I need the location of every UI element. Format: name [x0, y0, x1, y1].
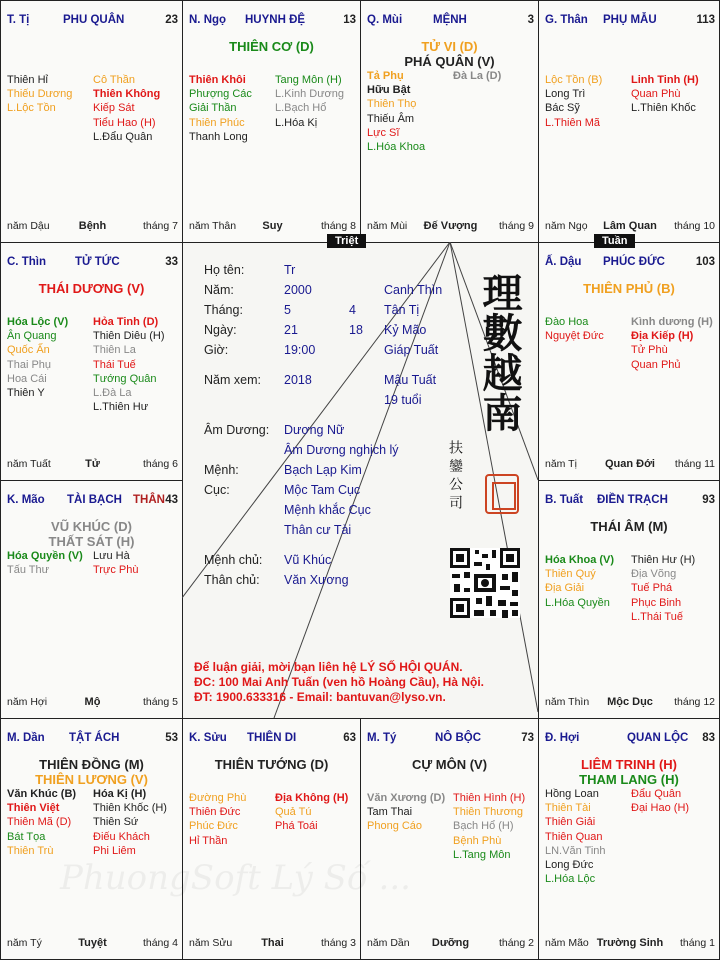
contact-line-3[interactable]: ĐT: 1900.633316 - Email: bantuvan@lyso.vn. — [194, 690, 446, 704]
minor-star: Cô Thần — [93, 74, 135, 86]
month-label: tháng 7 — [142, 220, 178, 232]
year-label: năm Sửu — [189, 937, 233, 949]
cuc-note-1: Mệnh khắc Cục — [284, 503, 371, 517]
minor-star: Hỉ Thần — [189, 834, 228, 847]
right-star-column — [93, 315, 165, 414]
contact-line-2: ĐC: 100 Mai Anh Tuấn (ven hồ Hoàng Cầu), Hà Nội. — [194, 675, 485, 689]
minor-star: Tấu Thư — [7, 564, 50, 577]
minor-star: Thiên La — [93, 344, 136, 357]
month-label: tháng 4 — [142, 937, 178, 949]
month-label: tháng 9 — [498, 220, 534, 232]
minor-star: Tiểu Hao (H) — [93, 116, 156, 129]
life-stage: Tuyệt — [78, 937, 107, 949]
tuan-tag: Tuần — [594, 234, 635, 248]
palace-name: THIÊN DI — [247, 732, 297, 744]
month-label: tháng 3 — [320, 937, 356, 949]
day-value: 21 — [284, 323, 298, 337]
palace-age: 73 — [521, 732, 534, 744]
menh-value: Bạch Lạp Kim — [284, 463, 362, 477]
palace-branch: B. Tuất — [545, 494, 584, 506]
minor-star: Thai Phụ — [7, 358, 52, 371]
palace-footer — [545, 220, 715, 234]
minor-star: Hữu Bật — [367, 84, 411, 97]
year-label: năm Ngọ — [545, 220, 588, 232]
month-label: tháng 12 — [674, 696, 715, 708]
palace-footer — [545, 458, 715, 472]
life-stage: Lâm Quan — [603, 220, 657, 232]
palace-dan — [0, 718, 183, 960]
palace-header — [545, 14, 715, 30]
minor-star: L.Thiên Hư — [93, 401, 149, 414]
menh-label: Mệnh: — [204, 463, 239, 477]
right-star-column — [453, 69, 501, 83]
minor-star: Phúc Đức — [189, 820, 238, 833]
minor-star: Long Đức — [545, 859, 594, 872]
minor-star: Thiên Mã (D) — [7, 816, 72, 829]
year-label: năm Dậu — [7, 220, 50, 232]
contact-line-1: Để luận giải, mời bạn liên hệ LÝ SỐ HỘI QUÁN. — [194, 660, 463, 674]
logo-subtext: 扶 鑾 公 司 — [447, 440, 463, 510]
minor-star: L.Thái Tuế — [631, 610, 683, 623]
than-marker: THÂN — [133, 494, 165, 506]
minor-star: Nguyệt Đức — [545, 330, 604, 343]
palace-header — [189, 14, 356, 30]
view-year-label: Năm xem: — [204, 373, 261, 387]
major-star: THIÊN ĐỒNG (M) — [39, 757, 144, 772]
watermark: PhuongSoft Lý Số ... — [60, 858, 411, 898]
cuc-label: Cục: — [204, 483, 230, 497]
palace-name: NÔ BỘC — [435, 732, 481, 744]
left-star-column — [7, 549, 83, 577]
day-lunar: 18 — [349, 323, 363, 337]
qr-code-icon[interactable] — [450, 548, 520, 618]
right-star-column — [93, 549, 138, 577]
minor-star: Đẩu Quân — [631, 788, 682, 800]
right-star-column — [93, 73, 160, 144]
year-canchi: Canh Thìn — [384, 283, 443, 297]
palace-footer — [7, 458, 178, 472]
minor-star: Thiếu Âm — [367, 112, 415, 125]
left-star-column — [367, 791, 445, 834]
minor-star: Phượng Các — [189, 88, 252, 101]
minor-star: Linh Tinh (H) — [631, 74, 699, 86]
minor-star: Hóa Quyền (V) — [7, 550, 83, 562]
minor-star: Lộc Tồn (B) — [545, 74, 603, 86]
palace-age: 13 — [343, 14, 356, 26]
minor-star: Quan Phù — [631, 88, 681, 101]
minor-star: Kiếp Sát — [93, 102, 135, 115]
name-value: Tr — [284, 263, 296, 277]
palace-name: ĐIỀN TRẠCH — [597, 494, 668, 506]
minor-star: Đà La (D) — [453, 70, 502, 82]
year-label: năm Thìn — [545, 696, 590, 708]
palace-branch: Ấ. Dậu — [545, 256, 582, 268]
palace-suu — [182, 718, 361, 960]
minor-star: L.Lộc Tồn — [7, 102, 56, 115]
minor-star: L.Đà La — [93, 387, 132, 400]
menh-chu-label: Mệnh chủ: — [204, 553, 263, 567]
minor-star: L.Tang Môn — [453, 848, 511, 861]
month-label: tháng 5 — [142, 696, 178, 708]
minor-star: Tam Thai — [367, 806, 413, 819]
life-stage: Tử — [85, 458, 100, 470]
major-star: THIÊN LƯƠNG (V) — [35, 772, 148, 787]
minor-star: L.Bạch Hổ — [275, 102, 327, 115]
minor-star: Thanh Long — [189, 130, 248, 143]
palace-header — [189, 732, 356, 748]
triet-tag: Triệt — [327, 234, 366, 248]
palace-age: 23 — [165, 14, 178, 26]
month-canchi: Tân Tị — [384, 303, 420, 317]
month-label: tháng 8 — [320, 220, 356, 232]
minor-star: Thiên Khôi — [189, 74, 246, 86]
minor-star: Tuế Phá — [631, 582, 673, 595]
palace-footer — [545, 937, 715, 951]
minor-star: Thiên Diêu (H) — [93, 330, 165, 343]
palace-branch: M. Tý — [367, 732, 397, 744]
right-star-column — [275, 73, 344, 130]
palace-header — [7, 256, 178, 272]
minor-star: Thiên Sứ — [93, 816, 139, 829]
palace-footer — [189, 220, 356, 234]
minor-star: Thiên Phúc — [189, 116, 245, 129]
minor-star: Quốc Ấn — [7, 344, 50, 357]
palace-age: 3 — [527, 14, 534, 26]
left-star-column — [545, 73, 602, 130]
minor-star: Thiên Thương — [453, 806, 524, 819]
palace-footer — [189, 937, 356, 951]
minor-star: Phong Cáo — [367, 820, 423, 833]
minor-star: Thiên Y — [7, 387, 45, 400]
palace-footer — [367, 220, 534, 234]
major-star: THIÊN PHỦ (B) — [583, 281, 675, 296]
minor-star: Địa Kiếp (H) — [631, 330, 694, 343]
minor-star: Đại Hao (H) — [631, 802, 690, 815]
minor-star: Tả Phụ — [367, 70, 404, 82]
palace-footer — [367, 937, 534, 951]
life-stage: Trường Sinh — [596, 937, 664, 949]
minor-star: Tướng Quân — [93, 372, 157, 385]
minor-star: Đường Phù — [189, 792, 247, 804]
palace-name: TÀI BẠCH — [67, 494, 122, 506]
minor-star: Văn Khúc (B) — [7, 788, 77, 800]
right-star-column — [93, 787, 167, 858]
am-duong-label: Âm Dương: — [204, 423, 270, 437]
palace-thin — [0, 242, 183, 481]
minor-star: Tử Phù — [631, 344, 668, 357]
red-seal-icon — [485, 474, 519, 514]
minor-star: Thiên Hình (H) — [453, 792, 526, 804]
palace-age: 93 — [702, 494, 715, 506]
minor-star: L.Thiên Khốc — [631, 102, 696, 115]
life-stage: Quan Đới — [605, 458, 655, 470]
palace-footer — [7, 220, 178, 234]
palace-name: MỆNH — [433, 14, 467, 26]
minor-star: Điếu Khách — [93, 830, 150, 843]
cuc-value: Mộc Tam Cục — [284, 483, 361, 497]
palace-age: 103 — [695, 256, 715, 268]
palace-header — [367, 14, 534, 30]
major-star: THẤT SÁT (H) — [48, 534, 135, 549]
year-value: 2000 — [284, 283, 312, 297]
life-stage: Đế Vượng — [423, 220, 478, 232]
minor-star: Văn Xương (D) — [367, 792, 446, 804]
palace-footer — [7, 937, 178, 951]
year-label: Năm: — [204, 283, 234, 297]
minor-star: L.Hóa Khoa — [367, 141, 426, 154]
palace-name: TẬT ÁCH — [69, 732, 120, 744]
palace-name: HUYNH ĐỆ — [245, 14, 306, 26]
name-row: Họ tên: — [204, 263, 245, 277]
minor-star: Lưu Hà — [93, 550, 130, 562]
minor-star: Thái Tuế — [93, 358, 136, 371]
minor-star: Đào Hoa — [545, 316, 589, 328]
minor-star: Thiên Hỉ — [7, 74, 48, 86]
month-label: tháng 1 — [679, 937, 715, 949]
palace-than — [538, 0, 720, 243]
palace-mui — [360, 0, 539, 243]
palace-age: 33 — [165, 256, 178, 268]
view-year-canchi: Mậu Tuất — [384, 373, 437, 387]
palace-tuat — [538, 480, 720, 719]
palace-ngo — [182, 0, 361, 243]
minor-star: LN.Văn Tinh — [545, 844, 606, 857]
palace-age: 113 — [696, 14, 715, 26]
hour-value: 19:00 — [284, 343, 316, 357]
right-star-column — [631, 73, 699, 116]
palace-branch: K. Mão — [7, 494, 45, 506]
minor-star: Địa Võng — [631, 568, 677, 581]
palace-footer — [7, 696, 178, 710]
palace-ti — [0, 0, 183, 243]
hour-label: Giờ: — [204, 343, 229, 357]
minor-star: Kình dương (H) — [631, 316, 713, 328]
view-year-value: 2018 — [284, 373, 312, 387]
right-star-column — [275, 791, 348, 834]
minor-star: Thiên Quan — [545, 830, 603, 843]
minor-star: Bệnh Phù — [453, 834, 502, 847]
major-star: THÁI DƯƠNG (V) — [38, 281, 145, 296]
minor-star: Bạch Hổ (H) — [453, 820, 514, 833]
year-label: năm Mùi — [367, 220, 408, 232]
left-star-column — [545, 315, 604, 343]
left-star-column — [545, 787, 606, 886]
menh-chu-value: Vũ Khúc — [284, 553, 332, 567]
minor-star: Hồng Loan — [545, 788, 599, 800]
minor-star: Thiên Trù — [7, 844, 54, 857]
minor-star: Tang Môn (H) — [275, 74, 342, 86]
major-star: PHÁ QUÂN (V) — [404, 54, 495, 69]
palace-header — [367, 732, 534, 748]
left-star-column — [545, 553, 614, 610]
minor-star: Địa Không (H) — [275, 792, 349, 804]
minor-star: Thiên Thọ — [367, 98, 417, 111]
than-chu-value: Văn Xương — [284, 573, 349, 587]
minor-star: L.Hóa Quyền — [545, 596, 610, 609]
right-star-column — [631, 787, 689, 815]
palace-header — [7, 494, 178, 510]
cuc-note-2: Thân cư Tài — [284, 523, 352, 537]
life-stage: Mộ — [84, 696, 101, 708]
minor-star: Hóa Khoa (V) — [545, 554, 615, 566]
palace-age: 43 — [165, 494, 178, 506]
minor-star: Thiên Giải — [545, 816, 596, 829]
palace-branch: G. Thân — [545, 14, 588, 26]
life-stage: Dưỡng — [431, 937, 470, 949]
major-star: THÁI ÂM (M) — [590, 519, 668, 534]
minor-star: Thiên Tài — [545, 802, 591, 815]
left-star-column — [7, 315, 68, 400]
minor-star: Trực Phù — [93, 564, 139, 577]
minor-star: Ân Quang — [7, 330, 57, 343]
year-label: năm Tuất — [7, 458, 51, 470]
minor-star: Thiên Không — [93, 88, 161, 101]
palace-header — [545, 256, 715, 272]
minor-star: Thiếu Dương — [7, 88, 73, 101]
palace-footer — [545, 696, 715, 710]
minor-star: L.Kinh Dương — [275, 88, 345, 101]
year-label: năm Mão — [545, 937, 589, 949]
left-star-column — [189, 791, 246, 848]
year-label: năm Dần — [367, 937, 410, 949]
month-label: Tháng: — [204, 303, 243, 317]
palace-name: QUAN LỘC — [627, 732, 689, 744]
month-lunar: 4 — [349, 303, 356, 317]
palace-header — [545, 494, 715, 510]
minor-star: Bát Tọa — [7, 830, 46, 843]
palace-name: PHỤ MẪU — [603, 14, 657, 26]
palace-mao — [0, 480, 183, 719]
minor-star: Hỏa Tinh (D) — [93, 316, 159, 328]
am-duong-value: Dương Nữ — [284, 423, 345, 437]
year-label: năm Thân — [189, 220, 237, 232]
palace-name: PHÚC ĐỨC — [603, 256, 665, 268]
month-label: tháng 2 — [498, 937, 534, 949]
calligraphy-logo: 理數越南 — [476, 272, 523, 432]
right-star-column — [631, 315, 713, 372]
day-label: Ngày: — [204, 323, 237, 337]
minor-star: Thiên Việt — [7, 802, 60, 815]
major-star: LIÊM TRINH (H) — [580, 757, 678, 772]
palace-name: PHU QUÂN — [63, 14, 125, 26]
palace-branch: Q. Mùi — [367, 14, 403, 26]
minor-star: Hoa Cái — [7, 372, 47, 385]
palace-branch: C. Thìn — [7, 256, 46, 268]
left-star-column — [7, 787, 76, 858]
major-star: THIÊN CƠ (D) — [229, 39, 314, 54]
age-value: 19 tuổi — [384, 393, 422, 407]
month-value: 5 — [284, 303, 291, 317]
hour-canchi: Giáp Tuất — [384, 343, 439, 357]
right-star-column — [631, 553, 695, 624]
than-chu-label: Thân chủ: — [204, 573, 260, 587]
left-star-column — [189, 73, 252, 144]
palace-branch: Đ. Hợi — [545, 732, 580, 744]
minor-star: Phi Liêm — [93, 844, 136, 857]
year-label: năm Tý — [7, 937, 42, 949]
minor-star: L.Hóa Kị — [275, 116, 318, 129]
palace-branch: T. Tị — [7, 14, 30, 26]
life-stage: Bệnh — [78, 220, 107, 232]
palace-name: TỬ TỨC — [75, 256, 120, 268]
minor-star: Phá Toái — [275, 820, 318, 833]
palace-hoi — [538, 718, 720, 960]
year-label: năm Tị — [545, 458, 577, 470]
life-stage: Mộc Dục — [607, 696, 653, 708]
palace-header — [545, 732, 715, 748]
left-star-column — [7, 73, 72, 116]
minor-star: Quả Tú — [275, 806, 312, 819]
month-label: tháng 6 — [142, 458, 178, 470]
minor-star: Hóa Kị (H) — [93, 788, 147, 800]
month-label: tháng 11 — [674, 458, 715, 470]
right-star-column — [453, 791, 525, 862]
minor-star: Địa Giải — [545, 582, 585, 595]
palace-age: 53 — [165, 732, 178, 744]
minor-star: L.Đẩu Quân — [93, 130, 153, 143]
minor-star: Quan Phủ — [631, 358, 681, 371]
major-star: THIÊN TƯỚNG (D) — [214, 757, 329, 772]
minor-star: Thiên Hư (H) — [631, 554, 696, 566]
minor-star: Bác Sỹ — [545, 102, 580, 115]
minor-star: Lực Sĩ — [367, 126, 400, 139]
center-info-panel — [182, 242, 538, 718]
major-star: THAM LANG (H) — [579, 772, 679, 787]
minor-star: L.Hóa Lộc — [545, 873, 596, 886]
minor-star: Thiên Quý — [545, 568, 596, 581]
major-star: CỰ MÔN (V) — [411, 757, 488, 772]
palace-dau — [538, 242, 720, 481]
palace-branch: N. Ngọ — [189, 14, 227, 26]
life-stage: Thai — [261, 937, 284, 949]
minor-star: Thiên Khốc (H) — [93, 802, 167, 815]
palace-branch: M. Dần — [7, 732, 45, 744]
minor-star: L.Thiên Mã — [545, 116, 601, 129]
am-duong-note: Âm Dương nghịch lý — [284, 443, 399, 457]
palace-age: 83 — [702, 732, 715, 744]
left-star-column — [367, 69, 425, 154]
palace-age: 63 — [343, 732, 356, 744]
major-star: TỬ VI (D) — [421, 39, 478, 54]
minor-star: Hóa Lộc (V) — [7, 316, 69, 328]
life-stage: Suy — [262, 220, 283, 232]
palace-header — [7, 14, 178, 30]
major-star: VŨ KHÚC (D) — [51, 519, 132, 534]
minor-star: Thiên Đức — [189, 806, 241, 819]
palace-ty — [360, 718, 539, 960]
year-label: năm Hợi — [7, 696, 48, 708]
month-label: tháng 10 — [674, 220, 715, 232]
minor-star: Giải Thần — [189, 102, 237, 115]
minor-star: Phục Binh — [631, 596, 682, 609]
palace-header — [7, 732, 178, 748]
palace-branch: K. Sửu — [189, 732, 227, 744]
minor-star: Long Trì — [545, 88, 586, 101]
day-canchi: Kỷ Mão — [384, 323, 427, 337]
